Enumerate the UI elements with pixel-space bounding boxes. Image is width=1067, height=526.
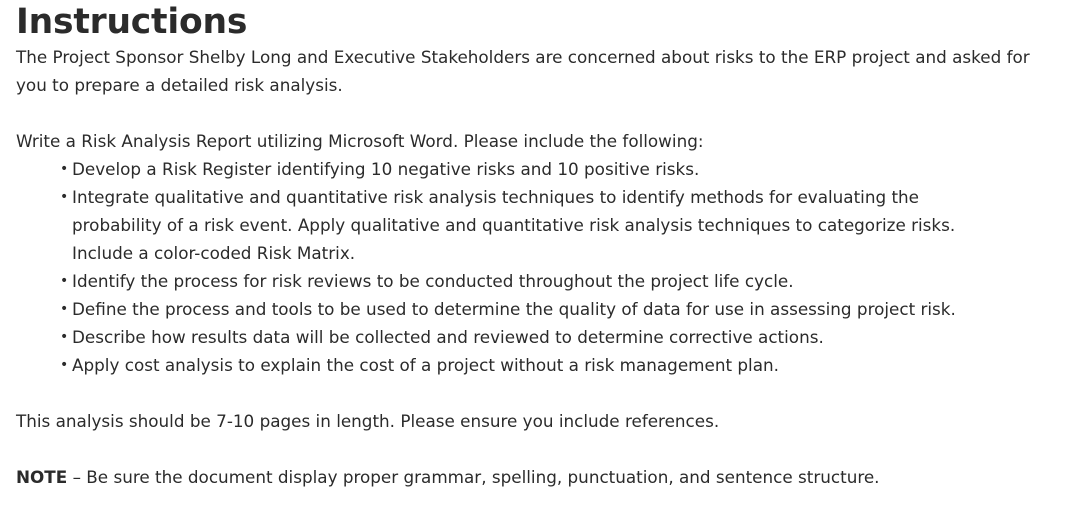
- page-title: Instructions: [16, 2, 248, 42]
- note-paragraph: [16, 463, 1051, 491]
- list-item-text: Identify the process for risk reviews to be conducted throughout the project life cycle.: [72, 271, 794, 291]
- bullet-icon: •: [60, 357, 69, 373]
- note-text: – Be sure the document display proper grammar, spelling, punctuation, and sentence structure.: [67, 467, 880, 487]
- list-item: [60, 267, 1051, 295]
- paragraph-spacer: [16, 435, 1051, 463]
- bullet-icon: •: [60, 189, 69, 205]
- list-item: [60, 323, 1051, 351]
- requirements-list: [16, 155, 1051, 379]
- paragraph-spacer: [16, 379, 1051, 407]
- list-item: [60, 155, 1051, 183]
- note-label: NOTE: [16, 467, 68, 487]
- list-item-text: Integrate qualitative and quantitative risk analysis techniques to identify methods for evaluating the probability of a risk event. Apply qualitative and quantitative risk analysis techniques to categorize risks. Include a color-coded Risk Matrix.: [72, 187, 956, 263]
- bullet-icon: •: [60, 273, 69, 289]
- length-paragraph: This analysis should be 7-10 pages in length. Please ensure you include references.: [16, 411, 720, 431]
- list-item-text: Develop a Risk Register identifying 10 negative risks and 10 positive risks.: [72, 159, 700, 179]
- list-item: [60, 351, 1051, 379]
- list-item-text: Define the process and tools to be used to determine the quality of data for use in assessing project risk.: [72, 299, 956, 319]
- bullet-icon: •: [60, 329, 69, 345]
- list-item-text: Describe how results data will be collected and reviewed to determine corrective actions.: [72, 327, 824, 347]
- paragraph-spacer: [16, 99, 1051, 127]
- list-item: [60, 183, 1051, 267]
- list-item: [60, 295, 1051, 323]
- intro-paragraph: The Project Sponsor Shelby Long and Executive Stakeholders are concerned about risks to the ERP project and asked for you to prepare a detailed risk analysis.: [16, 47, 1030, 95]
- bullet-icon: •: [60, 301, 69, 317]
- lead-paragraph: Write a Risk Analysis Report utilizing Microsoft Word. Please include the following:: [16, 131, 704, 151]
- bullet-icon: •: [60, 161, 69, 177]
- list-item-text: Apply cost analysis to explain the cost of a project without a risk management plan.: [72, 355, 779, 375]
